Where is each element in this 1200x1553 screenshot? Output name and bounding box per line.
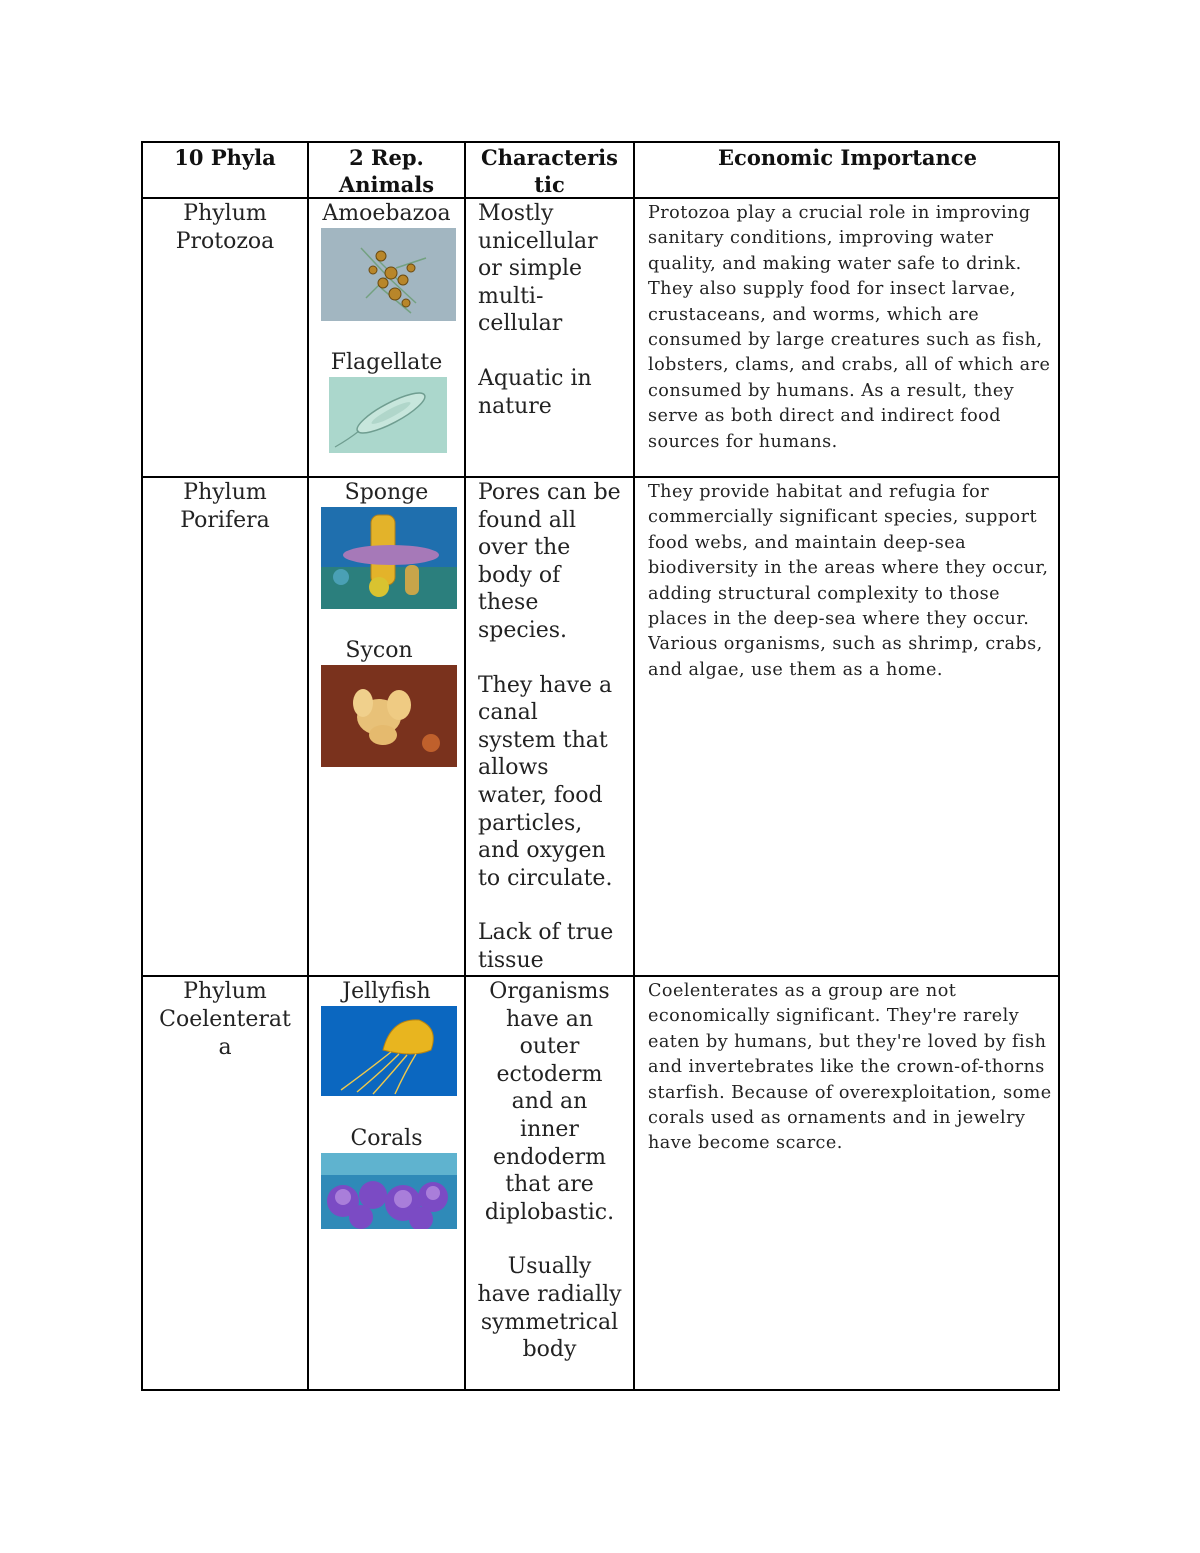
column-divider bbox=[633, 143, 635, 1389]
animal-name: Sponge bbox=[344, 480, 429, 505]
header-divider bbox=[143, 197, 1058, 199]
phylum-name: Phylum Protozoa bbox=[175, 201, 275, 254]
animal-name: Corals bbox=[350, 1126, 423, 1151]
animal-name: Flagellate bbox=[330, 350, 443, 375]
characteristics-cell bbox=[466, 978, 633, 1364]
characteristic-text: Organisms have an outer ectoderm and an inner endoderm that are diplobastic. bbox=[484, 979, 615, 1225]
sycon-image bbox=[321, 665, 457, 767]
characteristics-cell bbox=[478, 200, 633, 420]
economic-importance-text: Coelenterates as a group are not economically significant. They're rarely eaten by humans, but they're loved by fish and invertebrates like the crown-of-thorns starfish. Because of overexploitation, some corals used as ornaments and in jewelry have become scarce. bbox=[648, 981, 1052, 1154]
characteristic-text: Mostly unicellular or simple multi- cellular bbox=[478, 201, 598, 337]
corals-image bbox=[321, 1153, 457, 1229]
characteristic-text: Pores can be found all over the body of these species. bbox=[478, 480, 621, 643]
column-divider bbox=[307, 143, 309, 1389]
animal-name: Amoebazoa bbox=[322, 201, 451, 226]
phylum-name: Phylum Porifera bbox=[180, 480, 270, 533]
animal-name: Sycon bbox=[345, 638, 413, 663]
economic-importance-text: Protozoa play a crucial role in improving sanitary conditions, improving water quality, and making water safe to drink. They also supply food for insect larvae, crustaceans, and worms, which are consumed by large creatures such as fish, lobsters, clams, and crabs, all of which are consumed by humans. As a result, they serve as both direct and indirect food sources for humans. bbox=[648, 203, 1051, 452]
flagellate-image bbox=[329, 377, 447, 453]
row-divider bbox=[143, 975, 1058, 977]
sponge-image bbox=[321, 507, 457, 609]
economic-importance-text: They provide habitat and refugia for commercially significant species, support food webs, and maintain deep-sea biodiversity in the areas where they occur, adding structural complexity to those places in the deep-sea where they occur. Various organisms, such as shrimp, crabs, and algae, use them as a home. bbox=[648, 482, 1049, 680]
row-divider bbox=[143, 476, 1058, 478]
characteristic-text: They have a canal system that allows water, food particles, and oxygen to circulate. bbox=[478, 672, 613, 891]
header-characteristic: Characteris tic bbox=[481, 145, 618, 197]
header-economic-importance: Economic Importance bbox=[718, 145, 977, 170]
phyla-table bbox=[141, 141, 1060, 1391]
characteristic-text: Aquatic in nature bbox=[478, 365, 592, 419]
characteristic-text: Lack of true tissue bbox=[478, 920, 614, 973]
header-rep-animals: 2 Rep. Animals bbox=[338, 145, 435, 197]
animal-name: Jellyfish bbox=[342, 979, 431, 1004]
phylum-name: Phylum Coelenterat a bbox=[159, 979, 291, 1060]
characteristic-text: Usually have radially symmetrical body bbox=[477, 1254, 622, 1363]
header-phyla: 10 Phyla bbox=[174, 145, 276, 170]
characteristics-cell bbox=[478, 479, 633, 975]
jellyfish-image bbox=[321, 1006, 457, 1096]
amoebazoa-image bbox=[321, 228, 456, 321]
